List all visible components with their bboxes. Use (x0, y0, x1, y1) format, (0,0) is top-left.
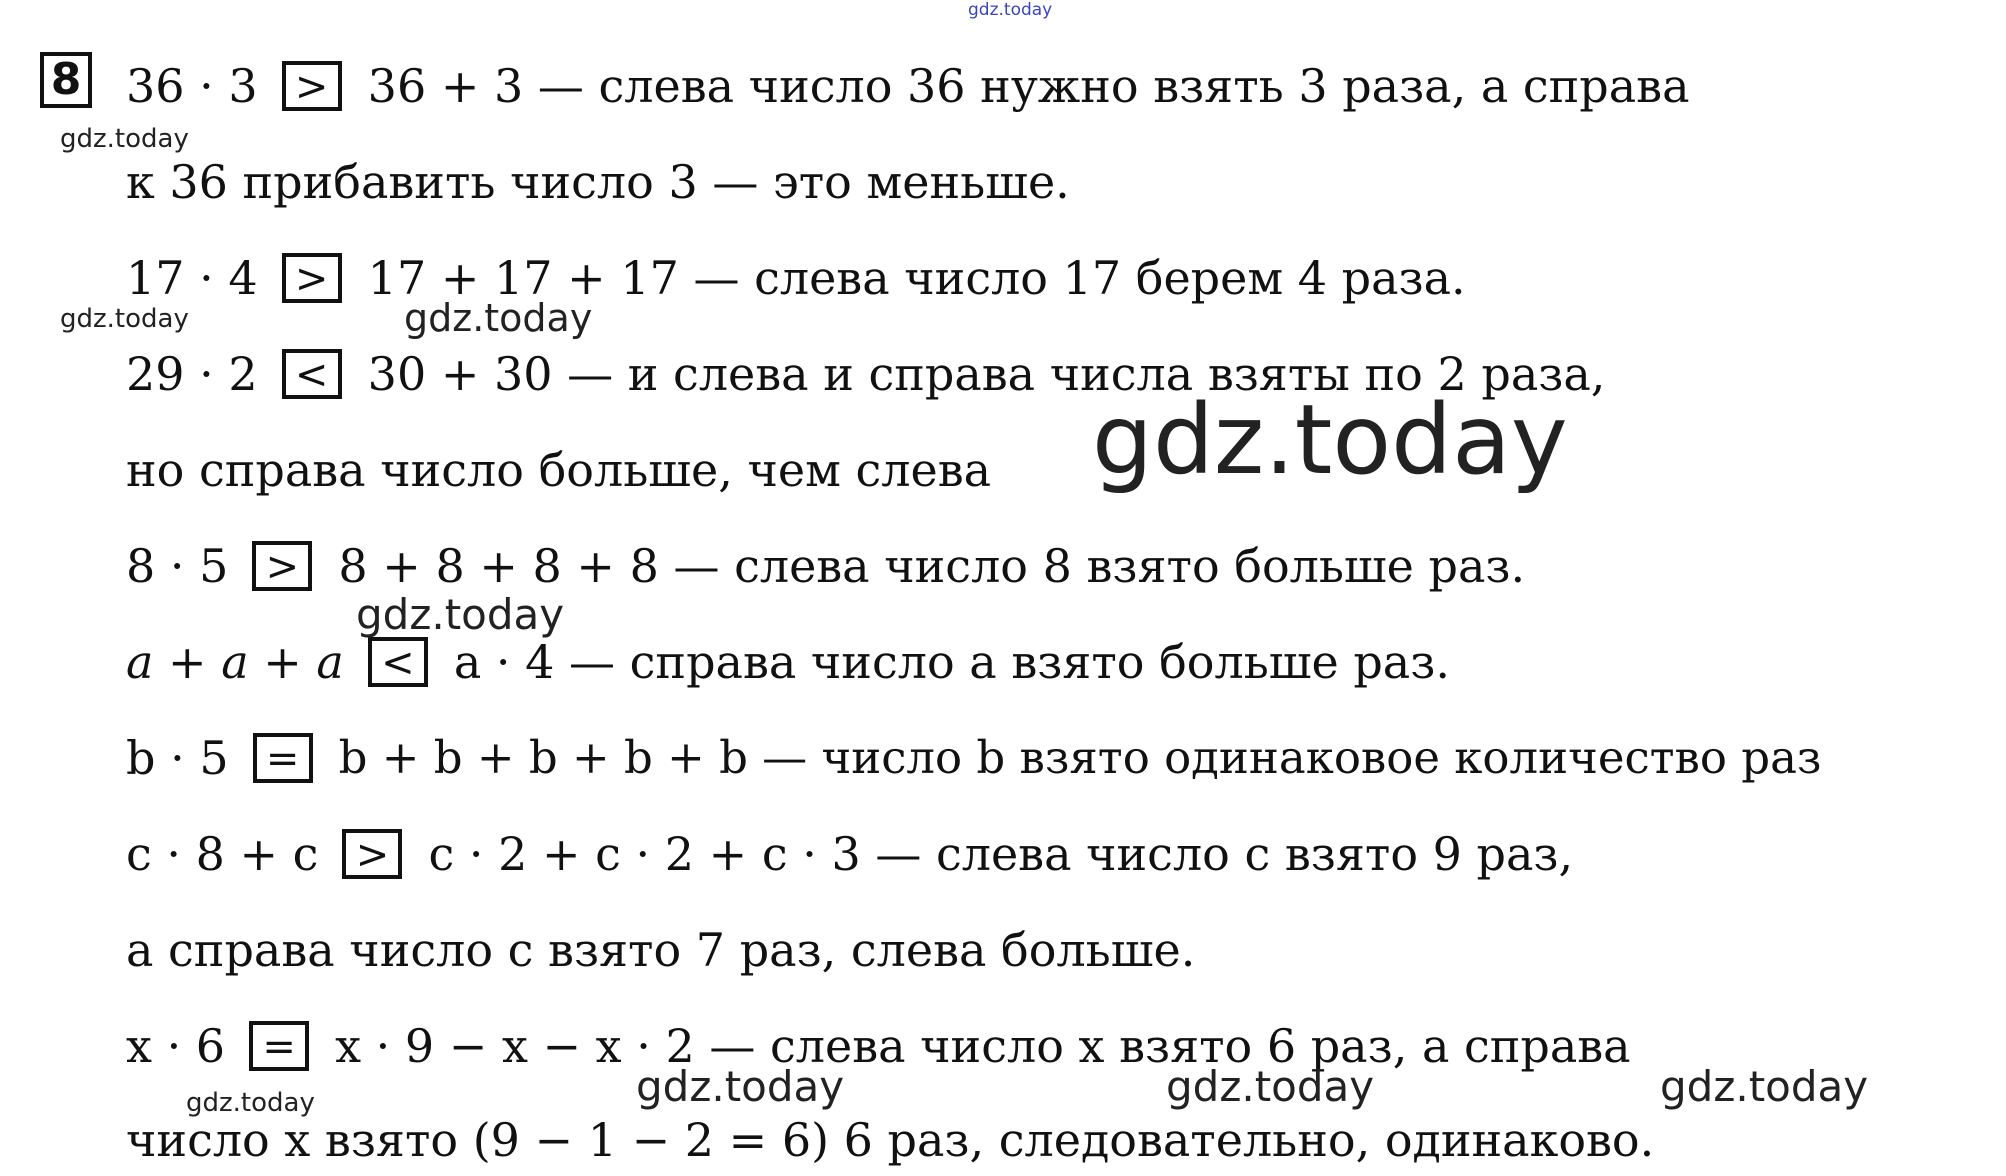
solution-line-6 (126, 538, 1525, 594)
explanation-text: 30 + 30 — и слева и справа числа взяты по 2 раза, (367, 347, 1606, 401)
watermark: gdz.today (404, 296, 593, 340)
explanation-text: число x взято (9 − 1 − 2 = 6) 6 раз, следовательно, одинаково. (126, 1113, 1655, 1167)
left-expression: 36 · 3 (126, 59, 258, 113)
watermark-top: gdz.today (968, 0, 1053, 20)
left-expression: x · 6 (126, 1019, 226, 1073)
comparison-sign-box: < (368, 637, 428, 687)
watermark: gdz.today (60, 124, 189, 154)
watermark: gdz.today (1166, 1062, 1375, 1111)
left-expression: 17 · 4 (126, 251, 258, 305)
watermark: gdz.today (60, 304, 189, 334)
left-expression: 29 · 2 (126, 347, 258, 401)
explanation-text: а справа число c взято 7 раз, слева больше. (126, 923, 1196, 977)
task-number-badge: 8 (40, 52, 92, 108)
explanation-text: 8 + 8 + 8 + 8 — слева число 8 взято больше раз. (338, 539, 1526, 593)
solution-line-2 (126, 154, 1070, 210)
watermark: gdz.today (636, 1062, 845, 1111)
explanation-text: b + b + b + b + b — число b взято одинаковое количество раз (338, 731, 1822, 784)
solution-line-12 (126, 1112, 1654, 1168)
explanation-text: a · 4 — справа число a взято больше раз. (453, 635, 1450, 689)
solution-line-1 (126, 58, 1690, 114)
watermark: gdz.today (1660, 1062, 1869, 1111)
watermark: gdz.today (186, 1088, 315, 1118)
solution-line-8 (126, 730, 1821, 786)
explanation-text: но справа число больше, чем слева (126, 443, 992, 497)
solution-line-7 (126, 634, 1450, 690)
comparison-sign-box: = (253, 733, 313, 783)
comparison-sign-box: > (252, 541, 312, 591)
solution-line-9 (126, 826, 1573, 882)
comparison-sign-box: > (342, 829, 402, 879)
watermark-large: gdz.today (1092, 384, 1568, 496)
left-expression: 8 · 5 (126, 539, 229, 593)
left-expression: c · 8 + c (126, 827, 319, 881)
comparison-sign-box: > (282, 61, 342, 111)
explanation-text: 36 + 3 — слева число 36 нужно взять 3 раза, а справа (367, 59, 1690, 113)
solution-line-5 (126, 442, 991, 498)
left-expression: a + a + a (126, 635, 344, 689)
comparison-sign-box: < (282, 349, 342, 399)
solution-line-11 (126, 1018, 1631, 1074)
explanation-text: к 36 прибавить число 3 — это меньше. (126, 155, 1070, 209)
left-expression: b · 5 (126, 731, 229, 785)
comparison-sign-box: = (249, 1021, 309, 1071)
explanation-text: 17 + 17 + 17 — слева число 17 берем 4 раза. (367, 251, 1466, 305)
watermark: gdz.today (356, 590, 565, 639)
explanation-text: x · 9 − x − x · 2 — слева число x взято 6 раз, а справа (335, 1019, 1631, 1073)
comparison-sign-box: > (282, 253, 342, 303)
solution-line-3 (126, 250, 1466, 306)
explanation-text: c · 2 + c · 2 + c · 3 — слева число c взято 9 раз, (428, 827, 1574, 881)
solution-line-10 (126, 922, 1195, 978)
